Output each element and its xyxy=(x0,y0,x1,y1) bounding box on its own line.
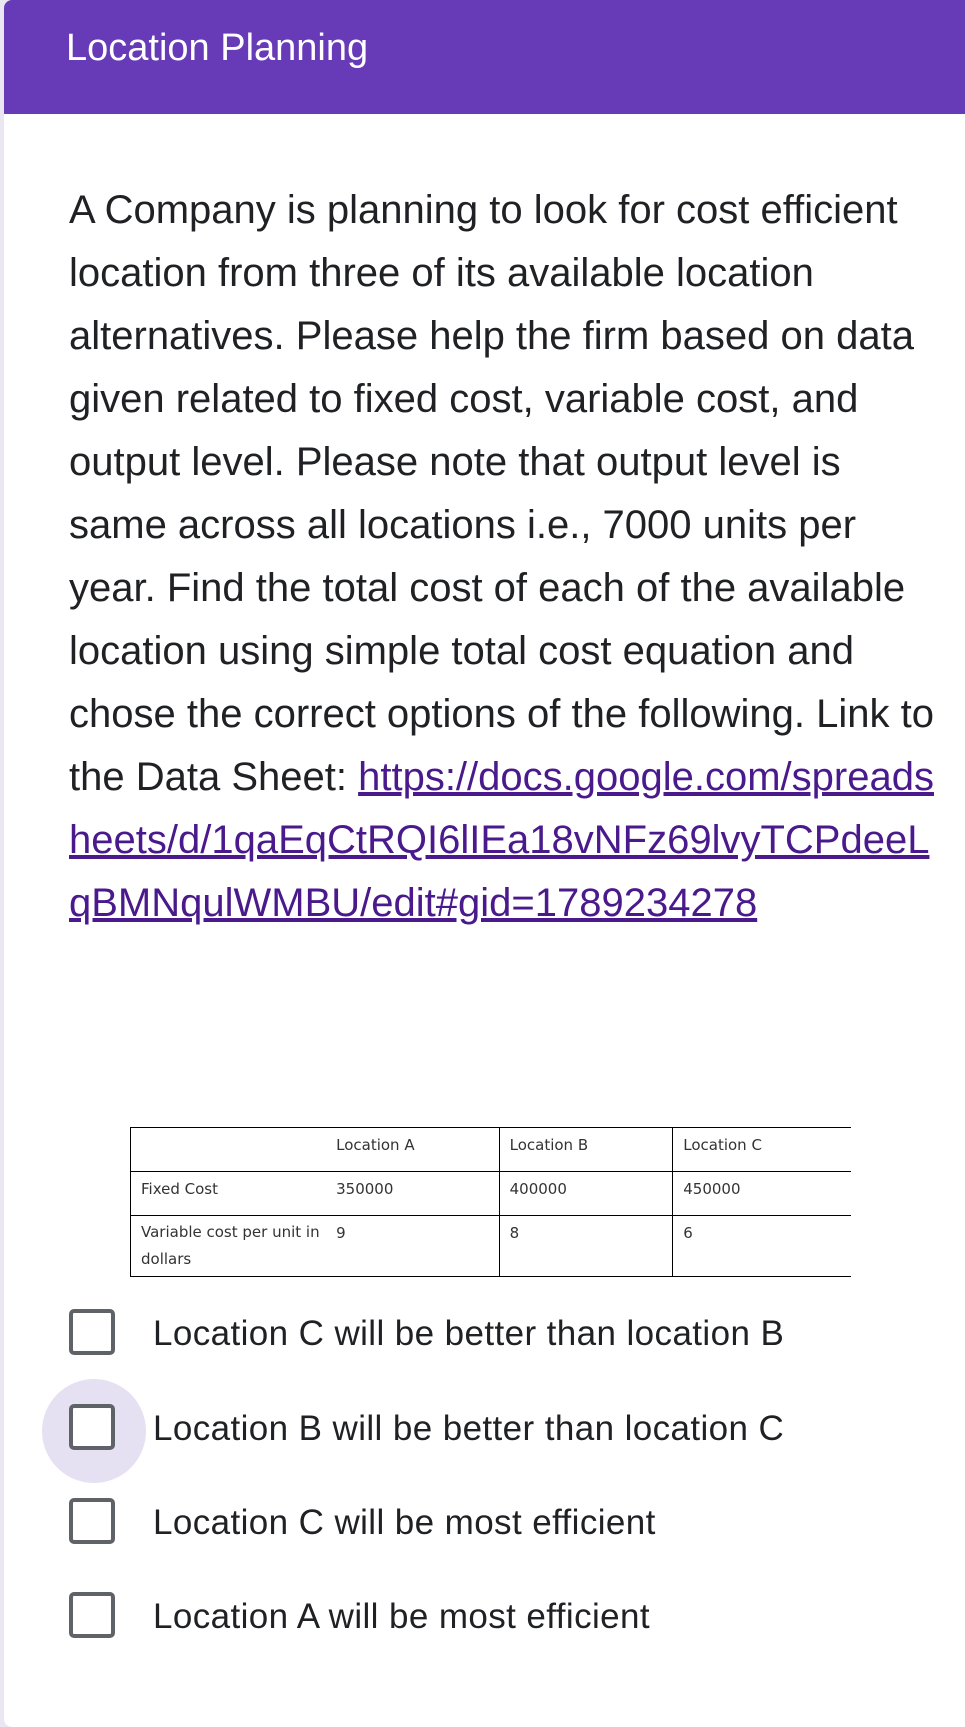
table-cell: 400000 xyxy=(499,1172,673,1216)
section-title: Location Planning xyxy=(66,27,369,69)
data-table xyxy=(130,1127,851,1277)
description-text: A Company is planning to look for cost efficient location from three of its available location alternatives. Please help the firm based on data given related to fixed cost, variable cost, and output level. Please note that output level is same across all locations i.e., 7000 units per year. Find the total cost of each of the available location using simple total cost equation and chose the correct options of the following. Link to the Data Sheet: xyxy=(69,188,934,799)
option-c-better-than-b[interactable] xyxy=(0,1290,965,1380)
option-label[interactable]: Location C will be better than location B xyxy=(153,1314,785,1353)
question-description xyxy=(69,179,939,935)
table-header-cell: Location A xyxy=(336,1128,499,1172)
option-label[interactable]: Location B will be better than location C xyxy=(153,1409,785,1448)
table-header-cell: Location B xyxy=(499,1128,673,1172)
data-sheet-link[interactable]: https://docs.google.com/spreadsheets/d/1qaEqCtRQI6lIEa18vNFz69lvyTCPdeeLqBMNqulWMBU/edit#gid=1789234278 xyxy=(69,755,934,925)
option-c-most-efficient[interactable] xyxy=(0,1479,965,1569)
table-row-label: Fixed Cost xyxy=(131,1172,337,1216)
table-row xyxy=(131,1216,852,1277)
option-label[interactable]: Location C will be most efficient xyxy=(153,1503,656,1542)
table-cell: 350000 xyxy=(336,1172,499,1216)
table-row-label: Variable cost per unit in dollars xyxy=(131,1216,337,1277)
checkbox[interactable] xyxy=(69,1404,115,1450)
table-cell: 450000 xyxy=(673,1172,851,1216)
table-cell: 6 xyxy=(673,1216,851,1277)
option-a-most-efficient[interactable] xyxy=(0,1573,965,1663)
table-header-row xyxy=(131,1128,852,1172)
checkbox[interactable] xyxy=(69,1498,115,1544)
table-header-cell xyxy=(131,1128,337,1172)
table-cell: 9 xyxy=(336,1216,499,1277)
section-header xyxy=(4,0,965,114)
option-b-better-than-c[interactable] xyxy=(0,1385,965,1475)
table-cell: 8 xyxy=(499,1216,673,1277)
option-label[interactable]: Location A will be most efficient xyxy=(153,1597,650,1636)
checkbox[interactable] xyxy=(69,1592,115,1638)
checkbox[interactable] xyxy=(69,1309,115,1355)
table-row xyxy=(131,1172,852,1216)
table-header-cell: Location C xyxy=(673,1128,851,1172)
